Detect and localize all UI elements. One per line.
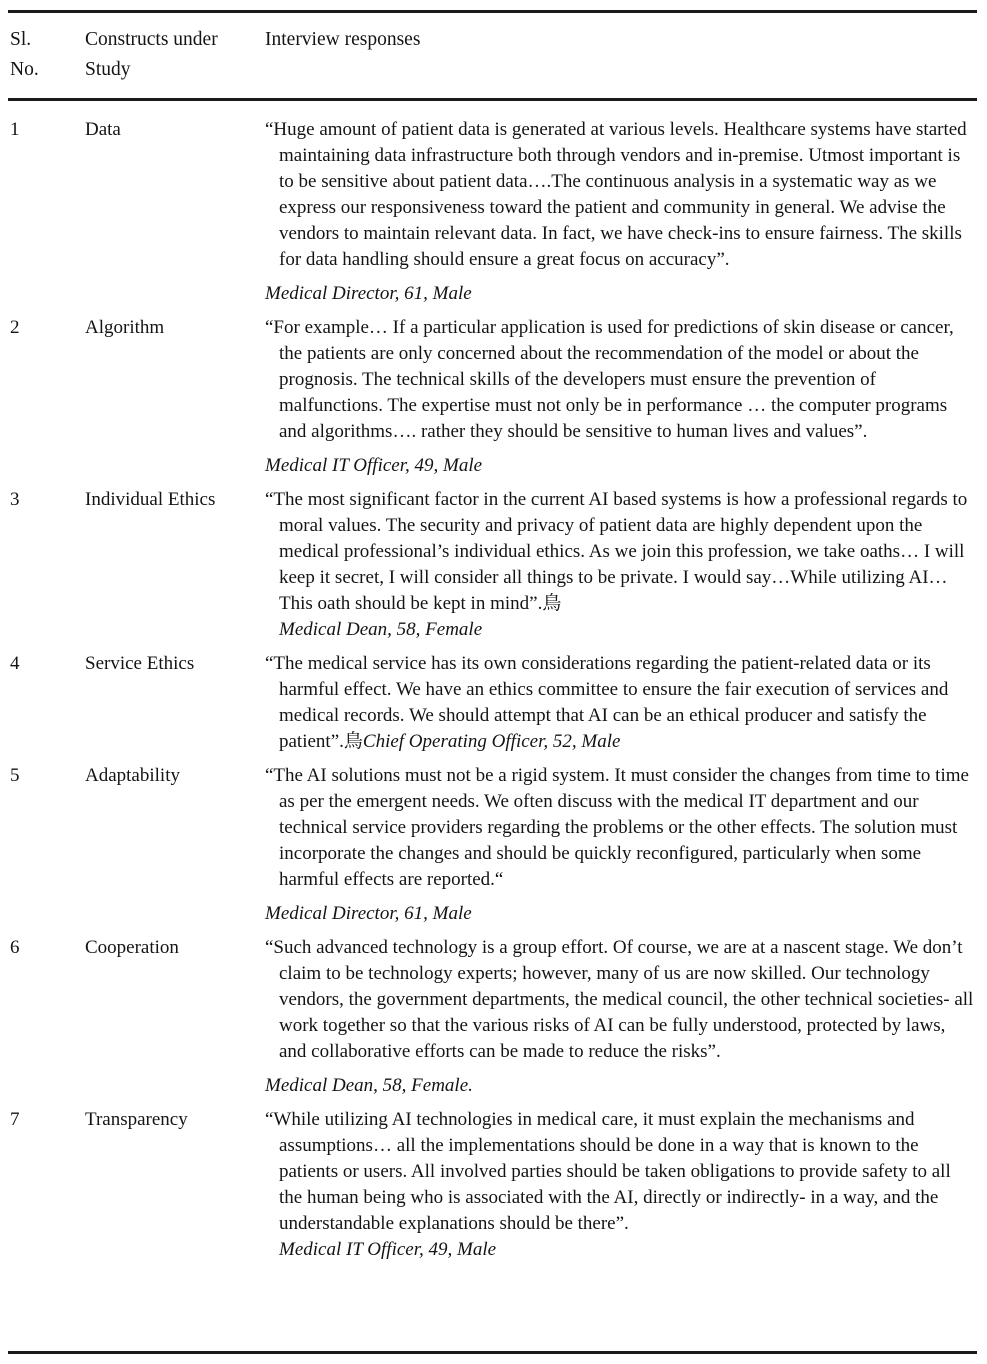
construct-name: Data <box>85 119 121 140</box>
construct-name: Transparency <box>85 1109 188 1130</box>
header-constructs-line2: Study <box>85 59 131 80</box>
interview-response-cell <box>265 315 977 479</box>
header-constructs-line1: Constructs under <box>85 29 218 50</box>
row-number: 1 <box>10 119 20 140</box>
interview-responses-table <box>8 10 977 1354</box>
interview-response-cell <box>265 1107 977 1263</box>
respondent-attribution: Medical Dean, 58, Female. <box>265 1075 473 1096</box>
row-number: 7 <box>10 1109 20 1130</box>
interview-quote: “The AI solutions must not be a rigid system. It must consider the changes from time to time as per the emergent needs. We often discuss with the medical IT department and our technical service providers regarding the problems or the other effects. The solution must incorporate the changes and should be quickly reconfigured, particularly when some harmful effects are reported.“ <box>265 765 969 890</box>
respondent-attribution: Chief Operating Officer, 52, Male <box>362 731 621 752</box>
respondent-attribution: Medical IT Officer, 49, Male <box>279 1239 497 1260</box>
table-row <box>8 763 977 927</box>
interview-response-cell <box>265 763 977 927</box>
respondent-attribution: Medical Director, 61, Male <box>265 903 472 924</box>
table-row <box>8 935 977 1099</box>
header-interview-responses-label: Interview responses <box>265 29 421 50</box>
header-interview-responses <box>265 25 977 85</box>
interview-quote: “For example… If a particular application is used for predictions of skin disease or cancer, the patients are only concerned about the recommendation of the model or about the prognosis. The technical skills of the developers must ensure the prevention of malfunctions. The expertise must not only be in performance … the computer programs and algorithms…. rather they should be sensitive to human lives and values”. <box>265 317 954 442</box>
interview-response-cell <box>265 117 977 307</box>
respondent-attribution: Medical Dean, 58, Female <box>279 619 483 640</box>
header-sl-no-line1: Sl. <box>10 29 32 50</box>
header-sl-no <box>8 25 85 85</box>
row-number: 2 <box>10 317 20 338</box>
interview-response-cell <box>265 935 977 1099</box>
table-row <box>8 315 977 479</box>
table-body <box>8 101 977 1263</box>
interview-quote: “While utilizing AI technologies in medical care, it must explain the mechanisms and assumptions… all the implementations should be done in a way that is known to the patients or users. All involved parties should be taken obligations to provide safety to all the human being who is associated with the AI, directly or indirectly- in a way, and the understandable explanations should be there”. <box>265 1109 951 1234</box>
header-sl-no-line2: No. <box>10 59 39 80</box>
interview-quote-text: “The medical service has its own considerations regarding the patient-related data or its harmful effect. We have an ethics committee to ensure the fair execution of services and medical records. We should attempt that AI can be an ethical producer and satisfy the patient”.鳥 <box>265 653 949 752</box>
construct-name: Service Ethics <box>85 653 195 674</box>
construct-name: Individual Ethics <box>85 489 216 510</box>
construct-name: Algorithm <box>85 317 165 338</box>
table-row <box>8 1107 977 1263</box>
row-number: 4 <box>10 653 20 674</box>
interview-quote: “Huge amount of patient data is generated at various levels. Healthcare systems have started maintaining data infrastructure both through vendors and in-premise. Utmost important is to be sensitive about patient data….The continuous analysis in a systematic way as we express our responsiveness toward the patient and community in general. We advise the vendors to maintain relevant data. In fact, we have check-ins to ensure fairness. The skills for data handling should ensure a great focus on accuracy”. <box>265 119 967 270</box>
row-number: 3 <box>10 489 20 510</box>
construct-name: Adaptability <box>85 765 180 786</box>
respondent-attribution: Medical IT Officer, 49, Male <box>265 455 483 476</box>
table-header <box>8 13 977 101</box>
interview-response-cell <box>265 651 977 755</box>
construct-name: Cooperation <box>85 937 179 958</box>
interview-response-cell <box>265 487 977 643</box>
interview-quote: “The most significant factor in the current AI based systems is how a professional regards to moral values. The security and privacy of patient data are highly dependent upon the medical professional’s individual ethics. As we join this profession, we take oaths… I will keep it secret, I will consider all things to be private. I would say…While utilizing AI…This oath should be kept in mind”.鳥 <box>265 489 968 614</box>
interview-quote <box>265 651 975 755</box>
table-row <box>8 487 977 643</box>
row-number: 5 <box>10 765 20 786</box>
row-number: 6 <box>10 937 20 958</box>
interview-quote: “Such advanced technology is a group effort. Of course, we are at a nascent stage. We don’t claim to be technology experts; however, many of us are now skilled. Our technology vendors, the government departments, the medical council, the other technical societies- all work together so that the various risks of AI can be fully understood, protected by laws, and collaborative efforts can be made to reduce the risks”. <box>265 937 974 1062</box>
table-row <box>8 651 977 755</box>
table-row <box>8 117 977 307</box>
header-constructs <box>85 25 265 85</box>
respondent-attribution: Medical Director, 61, Male <box>265 283 472 304</box>
